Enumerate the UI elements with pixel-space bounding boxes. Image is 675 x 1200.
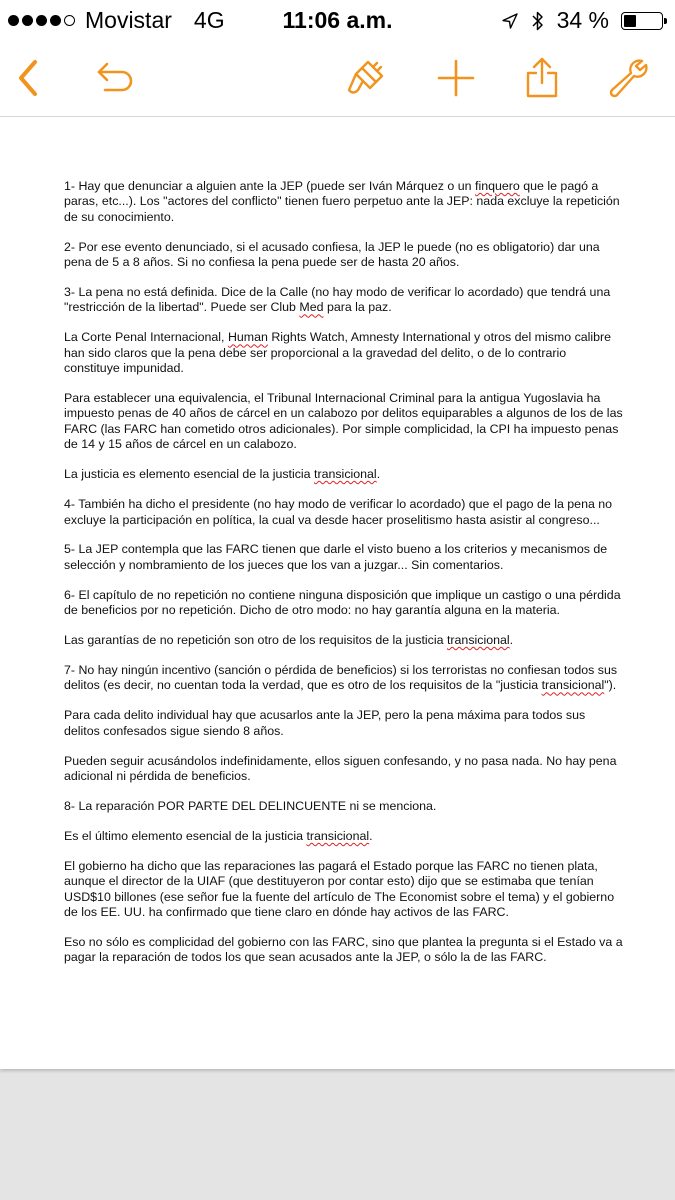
back-button[interactable] xyxy=(0,50,56,106)
misspelled-word: transicional xyxy=(306,828,370,843)
carrier-name: Movistar xyxy=(85,7,172,33)
network-type: 4G xyxy=(193,7,225,33)
document-paragraph: 3- La pena no está definida. Dice de la Calle (no hay modo de verificar lo acordado) que tendrá una "restricción de la libertad". Puede ser Club Med para la paz. xyxy=(64,285,611,315)
misspelled-word: Human xyxy=(227,330,268,345)
document-paragraph: 8- La reparación POR PARTE DEL DELINCUENTE ni se menciona. xyxy=(64,798,437,813)
document-paragraph: Las garantías de no repetición son otro de los requisitos de la justicia transicional. xyxy=(64,633,514,648)
undo-button[interactable] xyxy=(88,50,144,106)
format-button[interactable] xyxy=(338,50,394,106)
settings-button[interactable] xyxy=(600,50,656,106)
bluetooth-icon xyxy=(531,10,545,32)
document-paragraph: 5- La JEP contempla que las FARC tienen que darle el visto bueno a los criterios y mecanismos de selección y nombramiento de los jueces que los van a juzgar... Sin comentarios. xyxy=(64,542,608,572)
insert-button[interactable] xyxy=(428,50,484,106)
document-paragraph: Para establecer una equivalencia, el Tribunal Internacional Criminal para la antigua Yugoslavia ha impuesto penas de 40 años de cárcel en un calabozo por delitos equiparables a algunos de los de las FARC (las FARC han cometido otros adicionales). Por simple complicidad, la CPI ha impuesto penas de 14 y 15 años de cárcel en un calabozo. xyxy=(64,391,623,452)
misspelled-word: Med xyxy=(299,300,324,315)
misspelled-word: finquero xyxy=(475,179,520,193)
misspelled-word: transicional xyxy=(446,633,510,648)
document-page[interactable] xyxy=(0,117,675,1069)
document-paragraph: Pueden seguir acusándolos indefinidamente, ellos siguen confesando, y no pasa nada. No hay pena adicional ni pérdida de beneficios. xyxy=(64,753,617,783)
status-bar xyxy=(0,0,675,40)
clock: 11:06 a.m. xyxy=(282,7,393,33)
document-body[interactable] xyxy=(64,179,624,980)
undo-icon xyxy=(94,58,138,98)
misspelled-word: transicional xyxy=(314,467,377,482)
document-paragraph: El gobierno ha dicho que las reparaciones las pagará el Estado porque las FARC no tienen plata, aunque el director de la UIAF (que destituyeron por contar esto) dijo que se estimaba que tenían USD$10 billones (ese señor fue la fuente del artículo de The Economist sobre el tema) y el gobierno de los EE. UU. ha confirmado que tiene claro en dónde hay activos de las FARC. xyxy=(64,858,615,919)
document-paragraph: 7- No hay ningún incentivo (sanción o pérdida de beneficios) si los terroristas no confiesan todos sus delitos (es decir, no cuentan toda la verdad, que es otro de los requisitos de la "justicia transicional"). xyxy=(64,662,618,693)
back-chevron-icon xyxy=(13,58,43,98)
document-paragraph: 1- Hay que denunciar a alguien ante la JEP (puede ser Iván Márquez o un finquero que le pagó a paras, etc...). Los "actores del conflicto" tienen fuero perpetuo ante la JEP: nada excluye la repetición de su conocimiento. xyxy=(64,179,620,224)
document-paragraph: Para cada delito individual hay que acusarlos ante la JEP, pero la pena máxima para todos sus delitos confesados sigue siendo 8 años. xyxy=(64,708,586,738)
document-paragraph: 2- Por ese evento denunciado, si el acusado confiesa, la JEP le puede (no es obligatorio) dar una pena de 5 a 8 años. Si no confiesa la pena puede ser de hasta 20 años. xyxy=(64,239,600,270)
document-paragraph: La justicia es elemento esencial de la justicia transicional. xyxy=(64,467,381,482)
battery-fill xyxy=(624,15,636,27)
signal-strength-icon xyxy=(8,15,75,26)
plus-icon xyxy=(436,58,476,98)
document-paragraph: La Corte Penal Internacional, Human Rights Watch, Amnesty International y otros del mismo calibre han sido claros que la pena debe ser proporcional a la gravedad del delito, o de lo contrario constituye impunidad. xyxy=(64,330,612,376)
battery-percentage: 34 % xyxy=(556,7,609,33)
toolbar xyxy=(0,40,675,117)
share-icon xyxy=(524,56,560,100)
battery-icon xyxy=(621,12,663,30)
misspelled-word: transicional xyxy=(541,678,605,693)
location-arrow-icon xyxy=(501,12,519,30)
share-button[interactable] xyxy=(514,50,570,106)
document-paragraph: Es el último elemento esencial de la justicia transicional. xyxy=(64,828,373,843)
paintbrush-icon xyxy=(344,56,388,100)
document-paragraph: 6- El capítulo de no repetición no contiene ninguna disposición que implique un castigo o una pérdida de beneficios por no repetición. Dicho de otro modo: no hay garantía alguna en la materia. xyxy=(64,587,621,618)
document-paragraph: 4- También ha dicho el presidente (no hay modo de verificar lo acordado) que el pago de la pena no excluye la participación en política, la cual va desde hacer proselitismo hasta asistir al congreso... xyxy=(64,497,613,527)
document-paragraph: Eso no sólo es complicidad del gobierno con las FARC, sino que plantea la pregunta si el Estado va a pagar la reparación de todos los que sean acusados ante la JEP, o sólo la de las FARC. xyxy=(64,934,623,965)
wrench-icon xyxy=(606,56,650,100)
